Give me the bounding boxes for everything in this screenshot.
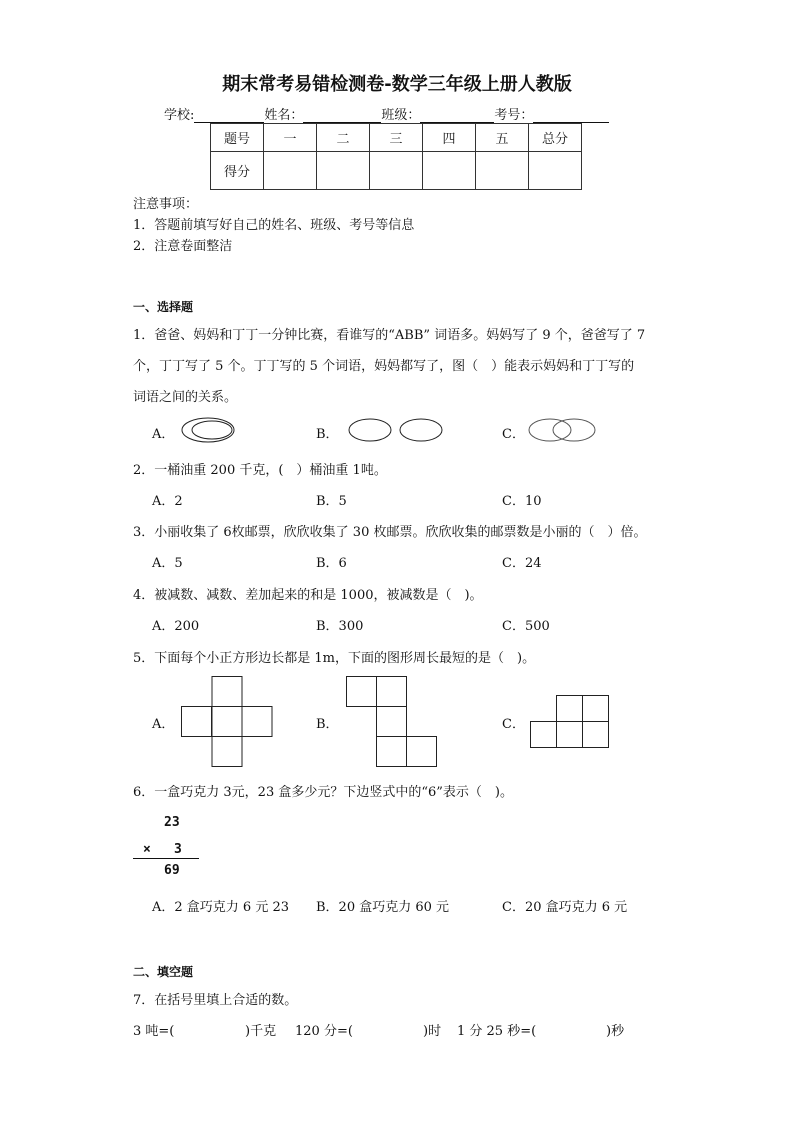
option-a[interactable]: A． — [152, 427, 175, 442]
score-header-cell: 题号 — [211, 124, 264, 152]
cross-shape-figure — [181, 676, 275, 768]
option-b[interactable]: B． — [316, 427, 339, 442]
question-text: 词语之间的关系。 — [133, 390, 238, 405]
score-row-label: 得分 — [211, 152, 264, 190]
calc-result: 69 — [164, 863, 180, 878]
section-heading: 二、填空题 — [133, 965, 194, 979]
school-blank[interactable] — [194, 108, 264, 123]
question-text: 5．下面每个小正方形边长都是 1m，下面的图形周长最短的是（ )。 — [133, 651, 536, 666]
name-blank[interactable] — [303, 108, 381, 123]
score-header-cell: 四 — [423, 124, 476, 152]
exam-no-label: 考号： — [494, 108, 534, 123]
question-text: 2．一桶油重 200 千克，( ）桶油重 1吨。 — [133, 463, 387, 478]
fill-part: )秒 — [606, 1024, 625, 1039]
option-c[interactable]: C．500 — [502, 619, 550, 634]
section-heading: 一、选择题 — [133, 300, 194, 314]
score-header-cell: 三 — [370, 124, 423, 152]
fill-part: 120 分=( — [295, 1024, 353, 1039]
option-b[interactable]: B．20 盒巧克力 60 元 — [316, 900, 450, 915]
score-header-cell: 一 — [264, 124, 317, 152]
nested-ellipses-icon — [182, 417, 238, 445]
school-label: 学校: — [164, 108, 195, 123]
option-a[interactable]: A．2 — [152, 494, 183, 509]
calc-top-number: 23 — [164, 815, 180, 830]
note-item: 1．答题前填写好自己的姓名、班级、考号等信息 — [133, 218, 415, 233]
score-cell[interactable] — [476, 152, 529, 190]
option-b[interactable]: B．300 — [316, 619, 364, 634]
notes-heading: 注意事项： — [133, 197, 199, 212]
calc-times-sign: × — [143, 842, 151, 857]
calc-multiplier: 3 — [174, 842, 182, 857]
exam-no-blank[interactable] — [533, 108, 609, 123]
note-item: 2．注意卷面整洁 — [133, 239, 233, 254]
option-a[interactable]: A．200 — [152, 619, 200, 634]
score-cell[interactable] — [529, 152, 582, 190]
score-cell[interactable] — [317, 152, 370, 190]
option-a[interactable]: A．2 盒巧克力 6 元 23 — [152, 900, 290, 915]
separate-ellipses-icon — [348, 417, 448, 445]
option-c[interactable]: C．10 — [502, 494, 542, 509]
fill-part: 1 分 25 秒=( — [457, 1024, 537, 1039]
score-cell[interactable] — [423, 152, 476, 190]
option-a[interactable]: A．5 — [152, 556, 183, 571]
question-text: 个，丁丁写了 5 个。丁丁写的 5 个词语，妈妈都写了，图（ ）能表示妈妈和丁丁写的 — [133, 359, 635, 374]
overlapping-ellipses-icon — [528, 417, 600, 445]
option-a[interactable]: A． — [152, 717, 175, 732]
question-text: 6．一盒巧克力 3元，23 盒多少元？下边竖式中的“6”表示（ )。 — [133, 785, 513, 800]
class-label: 班级： — [381, 108, 421, 123]
name-label: 姓名： — [264, 108, 304, 123]
score-header-cell: 五 — [476, 124, 529, 152]
option-b[interactable]: B． — [316, 717, 339, 732]
stair-shape-figure — [346, 676, 440, 768]
option-c[interactable]: C．20 盒巧克力 6 元 — [502, 900, 628, 915]
page-title: 期末常考易错检测卷-数学三年级上册人教版 — [222, 74, 572, 95]
class-blank[interactable] — [420, 108, 494, 123]
score-cell[interactable] — [370, 152, 423, 190]
fill-part: )时 — [423, 1024, 442, 1039]
question-text: 7．在括号里填上合适的数。 — [133, 993, 298, 1008]
option-b[interactable]: B．6 — [316, 556, 347, 571]
fill-part: 3 吨=( — [133, 1024, 175, 1039]
option-b[interactable]: B．5 — [316, 494, 347, 509]
question-text: 4．被减数、减数、差加起来的和是 1000，被减数是（ )。 — [133, 588, 483, 603]
option-c[interactable]: C． — [502, 427, 525, 442]
option-c[interactable]: C．24 — [502, 556, 542, 571]
fill-part: )千克 — [245, 1024, 277, 1039]
question-text: 1．爸爸、妈妈和丁丁一分钟比赛，看谁写的“ABB” 词语多。妈妈写了 9 个，爸爸写了 7 — [133, 328, 646, 343]
question-text: 3．小丽收集了 6枚邮票，欣欣收集了 30 枚邮票。欣欣收集的邮票数是小丽的（ ）倍。 — [133, 525, 647, 540]
score-cell[interactable] — [264, 152, 317, 190]
score-header-cell: 二 — [317, 124, 370, 152]
calc-divider — [133, 858, 199, 859]
student-info — [164, 104, 609, 123]
option-c[interactable]: C． — [502, 717, 525, 732]
score-table — [210, 123, 582, 190]
block-shape-figure — [530, 695, 612, 751]
score-header-cell: 总分 — [529, 124, 582, 152]
